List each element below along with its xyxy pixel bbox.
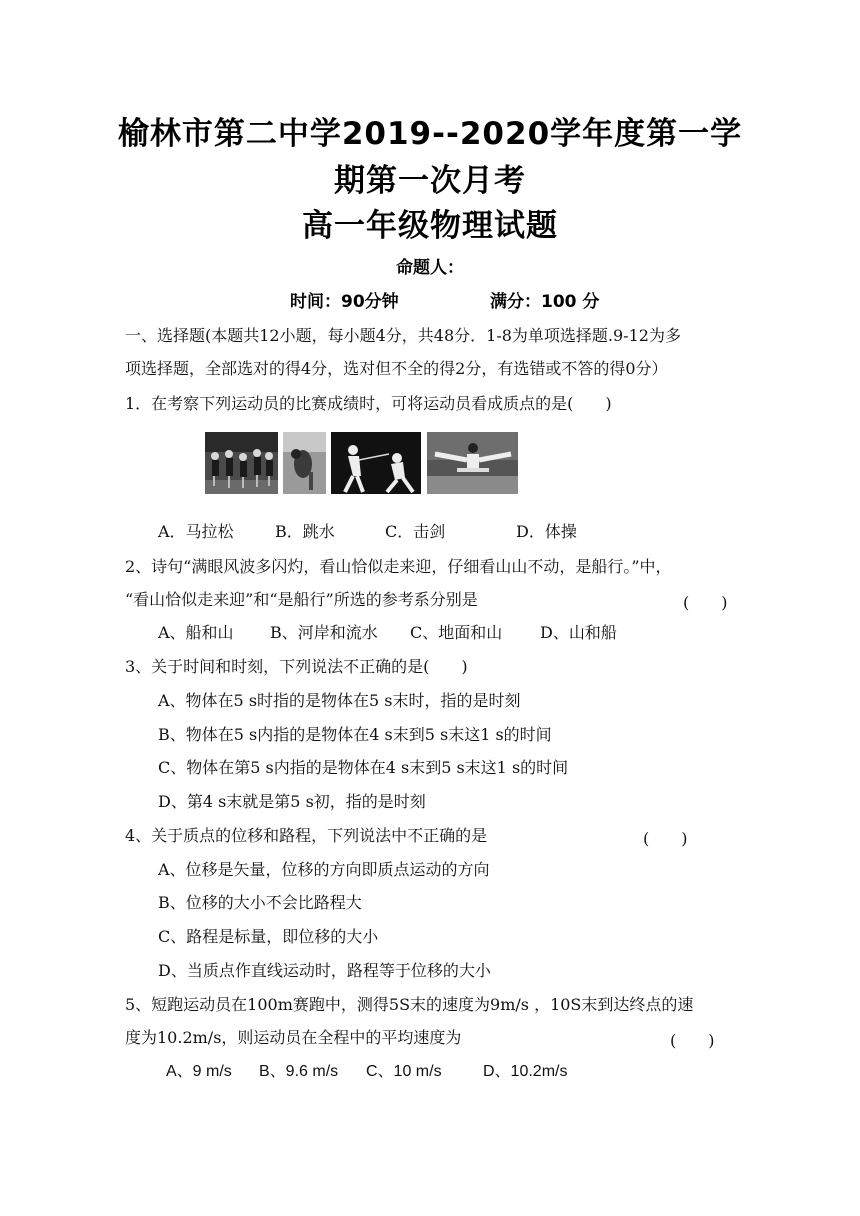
q5-option-b: B、9.6 m/s (259, 1063, 339, 1080)
author-label: 命题人： (396, 258, 464, 278)
q2-option-c: C、地面和山 (410, 623, 503, 642)
question-2-stem-line1: 2、诗句“满眼风波多闪灼，看山恰似走来迎，仔细看山山不动，是船行。”中， (125, 557, 672, 576)
score-label: 满分：100 分 (490, 292, 600, 312)
question-3-stem: 3、关于时间和时刻，下列说法不正确的是( ) (125, 657, 468, 676)
q3-option-c: C、物体在第5 s内指的是物体在4 s末到5 s末这1 s的时间 (158, 758, 569, 777)
question-4-stem: 4、关于质点的位移和路程，下列说法中不正确的是 (125, 826, 488, 845)
q1-option-b: B．跳水 (275, 522, 335, 541)
question-5-stem-line2: 度为10.2m/s，则运动员在全程中的平均速度为 (125, 1028, 462, 1047)
time-label: 时间：90分钟 (290, 292, 399, 312)
page-title-line2: 期第一次月考 (334, 163, 526, 199)
fencing-photo (331, 432, 421, 494)
q3-option-d: D、第4 s末就是第5 s初，指的是时刻 (158, 792, 426, 811)
q1-option-a: A．马拉松 (158, 522, 234, 541)
q3-option-a: A、物体在5 s时指的是物体在5 s末时，指的是时刻 (158, 691, 521, 710)
section-intro-line2: 项选择题，全部选对的得4分，选对但不全的得2分，有选错或不答的得0分） (125, 359, 668, 378)
page-title-line1: 榆林市第二中学2019--2020学年度第一学 (117, 116, 743, 152)
question-5-answer-blank: ( ) (670, 1031, 715, 1050)
question-2-answer-blank: ( ) (683, 593, 728, 612)
q4-option-b: B、位移的大小不会比路程大 (158, 893, 362, 912)
marathon-photo (205, 432, 278, 494)
gymnastics-photo (427, 432, 518, 494)
page-subtitle: 高一年级物理试题 (302, 208, 558, 244)
q4-option-a: A、位移是矢量，位移的方向即质点运动的方向 (158, 860, 490, 879)
q4-option-d: D、当质点作直线运动时，路程等于位移的大小 (158, 961, 491, 980)
q5-option-c: C、10 m/s (366, 1063, 442, 1080)
diving-photo (283, 432, 326, 494)
q2-option-d: D、山和船 (540, 623, 617, 642)
question-4-answer-blank: ( ) (643, 829, 688, 848)
q5-option-a: A、9 m/s (166, 1063, 232, 1080)
question-1-stem: 1．在考察下列运动员的比赛成绩时，可将运动员看成质点的是( ) (125, 394, 612, 413)
section-intro-line1: 一、选择题(本题共12小题，每小题4分，共48分．1-8为单项选择题.9-12为多 (125, 326, 681, 345)
q2-option-a: A、船和山 (158, 623, 234, 642)
q3-option-b: B、物体在5 s内指的是物体在4 s末到5 s末这1 s的时间 (158, 725, 552, 744)
question-2-stem-line2: “看山恰似走来迎”和“是船行”所选的参考系分别是 (125, 590, 478, 609)
question-5-stem-line1: 5、短跑运动员在100m赛跑中，测得5S末的速度为9m/s ，10S末到达终点的速 (125, 995, 694, 1014)
q5-option-d: D、10.2m/s (483, 1063, 568, 1080)
q1-option-c: C．击剑 (385, 522, 446, 541)
q4-option-c: C、路程是标量，即位移的大小 (158, 927, 379, 946)
q2-option-b: B、河岸和流水 (270, 623, 378, 642)
q1-option-d: D．体操 (516, 522, 577, 541)
